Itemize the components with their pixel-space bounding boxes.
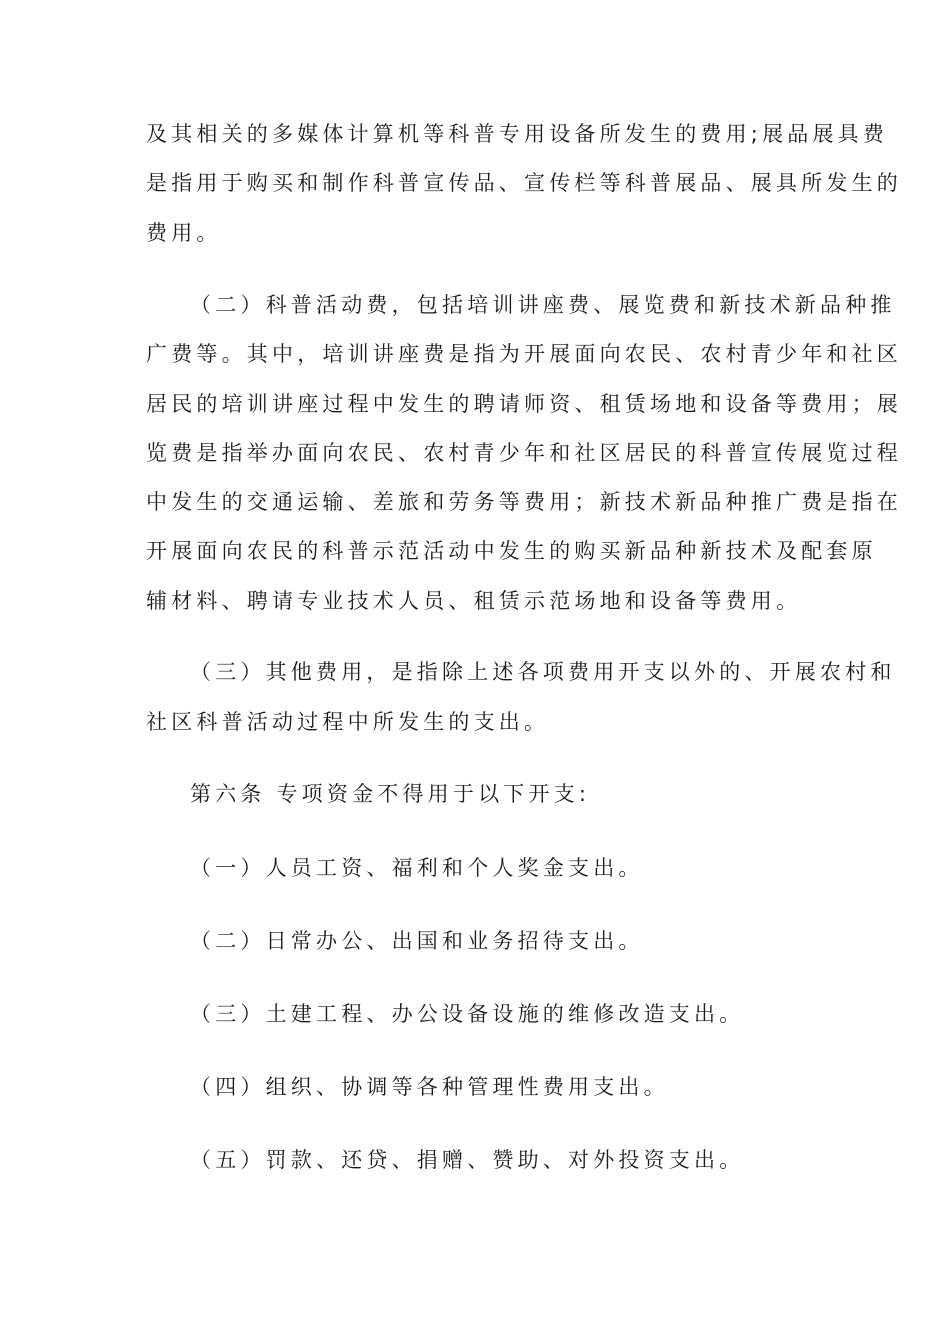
paragraph-line: 是指用于购买和制作科普宣传品、宣传栏等科普展品、展具所发生的	[146, 171, 902, 195]
paragraph-line: （三）其他费用，是指除上述各项费用开支以外的、开展农村和	[190, 660, 896, 684]
paragraph-line: 居民的培训讲座过程中发生的聘请师资、租赁场地和设备等费用；展	[146, 392, 902, 416]
paragraph-line: 广费等。其中，培训讲座费是指为开展面向农民、农村青少年和社区	[146, 342, 902, 366]
article-heading: 第六条 专项资金不得用于以下开支:	[190, 782, 591, 806]
list-item: （一）人员工资、福利和个人奖金支出。	[190, 856, 644, 880]
paragraph-line: 辅材料、聘请专业技术人员、租赁示范场地和设备等费用。	[146, 589, 802, 613]
paragraph-line: 开展面向农民的科普示范活动中发生的购买新品种新技术及配套原	[146, 539, 877, 563]
list-item: （四）组织、协调等各种管理性费用支出。	[190, 1075, 669, 1099]
paragraph-line: （二）科普活动费，包括培训讲座费、展览费和新技术新品种推	[190, 293, 896, 317]
list-item: （三）土建工程、办公设备设施的维修改造支出。	[190, 1002, 745, 1026]
list-item: （五）罚款、还贷、捐赠、赞助、对外投资支出。	[190, 1148, 745, 1172]
paragraph-line: 费用。	[146, 221, 222, 245]
paragraph-line: 社区科普活动过程中所发生的支出。	[146, 710, 550, 734]
paragraph-line: 览费是指举办面向农民、农村青少年和社区居民的科普宣传展览过程	[146, 441, 902, 465]
paragraph-line: 中发生的交通运输、差旅和劳务等费用；新技术新品种推广费是指在	[146, 490, 902, 514]
paragraph-line: 及其相关的多媒体计算机等科普专用设备所发生的费用;展品展具费	[146, 122, 889, 146]
list-item: （二）日常办公、出国和业务招待支出。	[190, 929, 644, 953]
